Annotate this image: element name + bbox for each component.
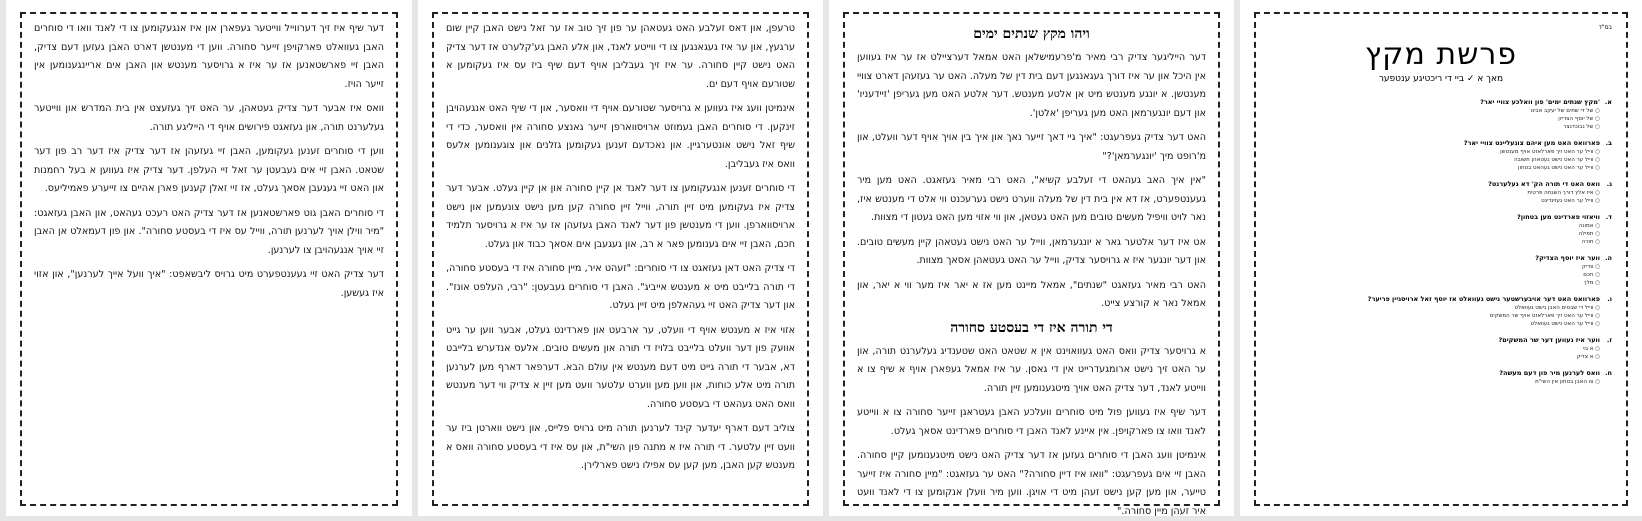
answer-option[interactable]: ○ תפילה: [1270, 230, 1612, 238]
section-body: [446, 20, 795, 476]
question-text: [1270, 139, 1612, 148]
paragraph: דער שיף איז געווען פול מיט סוחרים וועלכע האבן געטראגן זייער סחורה צו א ווייטע לאנד וואו צו פארקויפן. אין איינע לאנד האבן די סוחרים פארדינט אסאך געלט.: [857, 404, 1206, 441]
question-label: וואס האט די תורה הק' דא געלערנט?: [1488, 180, 1600, 188]
page-border: [1254, 12, 1628, 506]
paragraph: טרעפן, און דאס זעלבע האט געטאהן ער פון זיך טוב אז ער זאל נישט האבן קיין שום ערגעץ, און ער איז געגאנגען צו די ווייטע לאנד, און אלע האבן גע'קלערט אז דער צדיק האט נישט קיין סחורה. ער איז זיך געבליבן אויף דעם שיף ביז עס איז געקומען א שטורעם אויף דעם ים.: [446, 20, 795, 94]
answer-option[interactable]: ○ מלך: [1270, 279, 1612, 287]
question-text: [1270, 180, 1612, 189]
paragraph: די צדיק האט דאן געזאגט צו די סוחרים: "זעהט איר, מיין סחורה איז די בעסטע סחורה, די תורה בלייבט מיט א מענטש אייביג". האבן די סוחרים געבעטן: "רבי, העלפט אונז". און דער צדיק האט זיי געהאלפן מיט זיין געלט.: [446, 260, 795, 316]
question-label: פארוואס האט מען איהם צוגעלייגט צוויי יאר?: [1464, 139, 1600, 147]
answer-option[interactable]: ○ ווייל ער האט זיך פארלאזט אויף שר המשקים: [1270, 312, 1612, 320]
answer-option[interactable]: ○ תורה: [1270, 238, 1612, 246]
paragraph: אזוי איז א מענטש אויף די וועלט, ער ארבעט און פארדינט געלט, אבער ווען ער גייט אוועק פון דער וועלט בלייבט בלויז די תורה און מעשים טובים. אלעס אנדערש בלייבט דא, אבער די תורה גייט מיט דעם מענטש אין עולם הבא. דערפאר דארף מען לערנען תורה מיט אלע כוחות, און ווען מען ווערט עלטער וועט מען זיין א צדיק ווי דער מענטש וואס האט געהאט די בעסטע סחורה.: [446, 322, 795, 415]
paragraph: דער צדיק האט זיי געענטפערט מיט גרויס ליבשאפט: "איך וועל אייך לערנען", און אזוי איז געשען.: [34, 266, 384, 303]
answer-option[interactable]: ○ ווייל ער האט נישט געהאט בטחון: [1270, 164, 1612, 172]
question-list: [1270, 98, 1612, 386]
paragraph: "אין איך האב געהאט די זעלבע קשיא", האט רבי מאיר געזאגט. האט מען מיר געענטפערט, אז דא אין בית דין של מעלה ווערט נישט גערעכנט ווי אלט די מענטש איז, נאר לויט וויפיל מעשים טובים מען האט געטאן, און ווי אזוי מען האט געטון די מצוות.: [857, 172, 1206, 228]
answer-option[interactable]: ○ צו האבן בטחון אין השי"ת: [1270, 378, 1612, 386]
answer-option[interactable]: ○ ווייל ער האט נישט געוואלט: [1270, 320, 1612, 328]
paragraph: די סוחרים זענען אנגעקומען צו דער לאנד אן קיין סחורה און אן קיין געלט. אבער דער צדיק איז געקומען מיט זיין תורה, ווייל זיין סחורה קען מען נישט צונעמען און נישט ארויסווארפן. ווען די מענטשן פון דער לאנד האבן געזעהן אז ער איז א גרויסער תלמיד חכם, האבן זיי אים גענומען פאר א רב, און געגעבן אים אסאך כבוד און געלט.: [446, 180, 795, 254]
question-item: [1270, 254, 1612, 287]
answer-option[interactable]: ○ ווייל די שבטים האבן נישט געוואלט: [1270, 304, 1612, 312]
answer-option[interactable]: ○ של די שתים של יעקב אבינו: [1270, 107, 1612, 115]
question-number: ז.: [1600, 336, 1612, 345]
question-number: א.: [1600, 98, 1612, 107]
page-title: פרשת מקץ: [1270, 37, 1612, 72]
subtitle: מאך א ✓ ביי די ריכטיגע ענטפער: [1270, 74, 1612, 84]
answer-option[interactable]: ○ של נבוכדנצר: [1270, 123, 1612, 131]
question-number: ה.: [1600, 254, 1612, 263]
question-number: ב.: [1600, 139, 1612, 148]
paragraph: האט דער צדיק געפרעגט: "איך גיי דאך זייער נאך און איך בין אויך אויף דער וועלט, און מ'רופט מיך 'יונגערמאן'?": [857, 129, 1206, 166]
paragraph: צוליב דעם דארף יעדער קינד לערנען תורה מיט גרויס פלייס, און נישט ווארטן ביז ער וועט זיין עלטער. די תורה איז א מתנה פון השי"ת, און עס איז די בעסטע סחורה וואס א מענטש קען האבן, מען קען עס אפילו נישט פארלירן.: [446, 420, 795, 476]
document-page-3: [418, 0, 823, 516]
section-body: [34, 20, 384, 303]
page-border: [432, 12, 809, 506]
question-number: ח.: [1600, 369, 1612, 378]
paragraph: א גרויסער צדיק וואס האט געוואוינט אין א שטאט האט שטענדיג געלערנט תורה, און ער האט זיך נישט ארומגעדרייט אין די גאסן. ער איז אמאל געפארן אויף א שיף צו א ווייטע לאנד, דער צדיק האט אויך מיטגענומען זיין תורה.: [857, 343, 1206, 399]
section-body: [857, 343, 1206, 521]
paragraph: אינמיטן וועג האבן די סוחרים געזען אז דער צדיק האט נישט מיטגענומען קיין סחורה. האבן זיי אים געפרעגט: "וואו איז דיין סחורה?" האט ער געזאגט: "מיין סחורה איז זייער טייער, און מען קען נישט זעהן מיט די אויגן. ווען מיר וועלן אנקומען צו די לאנד וועט איר זעהן מיין סחורה.": [857, 447, 1206, 521]
document-page-4: [6, 0, 412, 516]
question-item: [1270, 213, 1612, 246]
question-label: ווער איז געווען דער שר המשקים?: [1498, 336, 1600, 344]
answer-option[interactable]: ○ איז אלץ דורך השגחה פרטית: [1270, 189, 1612, 197]
answer-option[interactable]: ○ ווייל ער האט געזינדיגט: [1270, 197, 1612, 205]
section-title: די תורה איז די בעסטע סחורה: [857, 320, 1206, 337]
answer-option[interactable]: ○ ווייל ער האט זיך פארלאזט אויף מענטשן: [1270, 148, 1612, 156]
paragraph: אינמיטן וועג איז געווען א גרויסער שטורעם אויף די וואסער, און די שיף האט אנגעהויבן זינקען. די סוחרים האבן געמוזט ארויסווארפן זייער גאנצע סחורה אין וואסער, כדי די שיף זאל נישט אונטערגיין. און נאכדעם זענען געקומען גזלנים און צוגענומען אלעס וואס איז געבליבן.: [446, 100, 795, 174]
question-text: [1270, 369, 1612, 378]
question-text: [1270, 213, 1612, 222]
question-number: ו.: [1600, 295, 1612, 304]
document-page-2: [829, 0, 1234, 516]
question-number: ד.: [1600, 213, 1612, 222]
paragraph: די סוחרים האבן גוט פארשטאנען אז דער צדיק האט רעכט געהאט, און האבן געזאגט: "מיר ווילן אויך לערנען תורה, ווייל עס איז די בעסטע סחורה". און פון דעמאלט אן האבן זיי אויך אנגעהויבן צו לערנען.: [34, 205, 384, 261]
question-text: [1270, 254, 1612, 263]
answer-option[interactable]: ○ א גוי: [1270, 345, 1612, 353]
question-item: [1270, 98, 1612, 131]
question-item: [1270, 336, 1612, 361]
paragraph: ווען די סוחרים זענען געקומען, האבן זיי געזעהן אז דער צדיק איז דער רב פון דער שטאט. האבן זיי אים געבעטן ער זאל זיי העלפן. דער צדיק איז געווען א בעל רחמנות און האט זיי געגעבן אסאך געלט, אז זיי זאלן קענען פארן אהיים צו זייערע פאמיליעס.: [34, 143, 384, 199]
answer-option[interactable]: ○ של יוסף הצדיק: [1270, 115, 1612, 123]
question-label: פארוואס האט דער אויבערשטער נישט געוואלט אז יוסף זאל ארויסגיין פריער?: [1368, 295, 1600, 303]
section-body: [857, 49, 1206, 314]
paragraph: האט רבי מאיר געזאגט "שנתים", אמאל מיינט מען אז א יאר איז מער ווי א יאר, און אמאל נאר א קורצע צייט.: [857, 277, 1206, 314]
question-item: [1270, 369, 1612, 386]
paragraph: דער הייליגער צדיק רבי מאיר מ'פרעמישלאן האט אמאל דערציילט אז ער איז געווען אין היכל און ער איז דורך געגאנגען דעם בית דין של מעלה. האט ער געזעהן דארט צוויי מענטשן. א יונגע מענטש מיט אן אלטע מענטש. דער אלטע האט מען געריפן 'זיידעניו' און דעם יונגערמאן האט מען געריפן 'אלטן'.: [857, 49, 1206, 123]
question-label: ווער איז יוסף הצדיק?: [1535, 254, 1600, 262]
paragraph: דער שיף איז זיך דערווייל ווייטער געפארן און איז אנגעקומען צו די לאנד וואו די סוחרים האבן געוואלט פארקויפן זייער סחורה. ווען די מענטשן דארט האבן געזען דעם צדיק, האבן זיי פארשטאנען אז ער איז א גרויסער מענטש און האבן אים אריינגענומען אין זייער הויז.: [34, 20, 384, 94]
page-border: [20, 12, 398, 506]
question-number: ג.: [1600, 180, 1612, 189]
document-page-1: [1240, 0, 1642, 516]
question-item: [1270, 295, 1612, 328]
question-item: [1270, 139, 1612, 172]
question-label: וואס לערנען מיר פון דעם מעשה?: [1499, 369, 1600, 377]
question-label: 'מקץ שנתים ימים' פון וואלכע צוויי יאר?: [1480, 98, 1600, 106]
question-text: [1270, 295, 1612, 304]
answer-option[interactable]: ○ צדיק: [1270, 263, 1612, 271]
answer-option[interactable]: ○ א צדיק: [1270, 353, 1612, 361]
answer-option[interactable]: ○ אמונה: [1270, 222, 1612, 230]
answer-option[interactable]: ○ חכם: [1270, 271, 1612, 279]
paragraph: אט איז דער אלטער גאר א יונגערמאן, ווייל ער האט נישט געטאהן קיין מעשים טובים. און דער יונגער איז א גרויסער צדיק, ווייל ער האט געטאהן אסאך מצוות.: [857, 234, 1206, 271]
question-item: [1270, 180, 1612, 205]
question-text: [1270, 336, 1612, 345]
paragraph: וואס איז אבער דער צדיק געטאהן, ער האט זיך געזעצט אין בית המדרש און ווייטער געלערנט תורה, און געזאגט פירושים אויף די הייליגע תורה.: [34, 100, 384, 137]
bsd-mark: בס"ד: [1270, 24, 1612, 31]
section-title: ויהו מקץ שנתים ימים: [857, 26, 1206, 43]
page-border: [843, 12, 1220, 506]
question-text: [1270, 98, 1612, 107]
question-label: וויאזוי פארדינט מען בטחון?: [1517, 213, 1600, 221]
answer-option[interactable]: ○ ווייל ער האט נישט געטאהן תשובה: [1270, 156, 1612, 164]
